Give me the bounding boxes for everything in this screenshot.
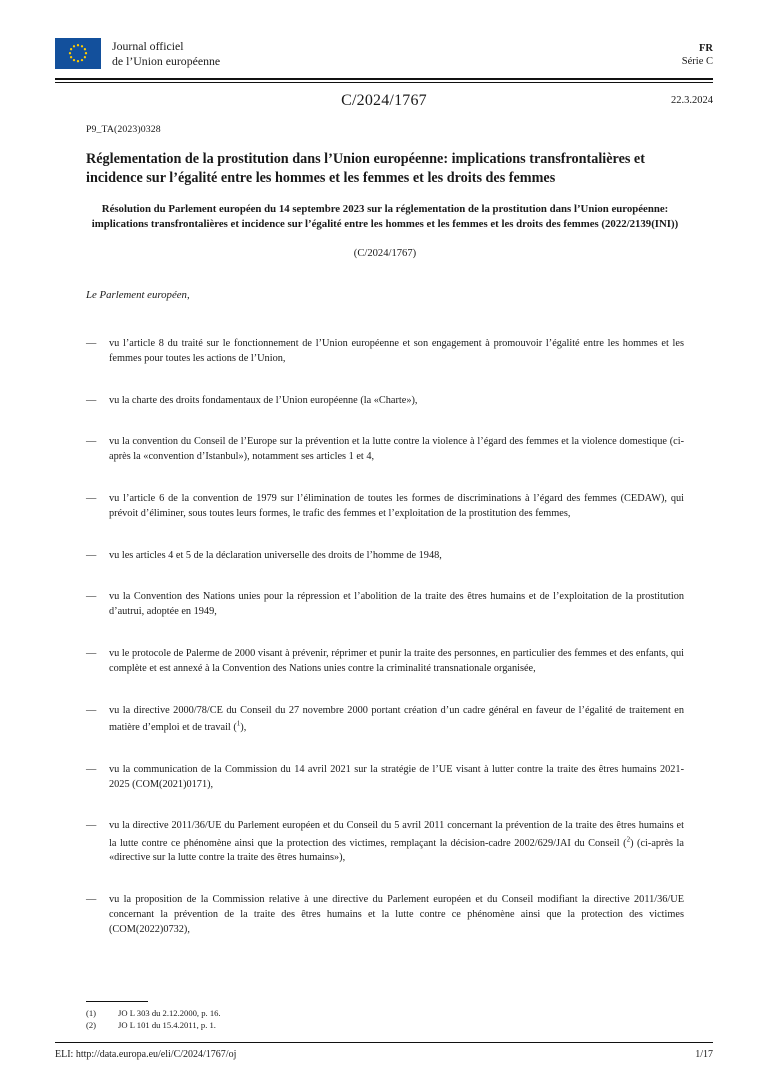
recital-text (109, 820, 684, 863)
journal-title-block (112, 38, 220, 69)
header-rule-thick (55, 78, 713, 80)
masthead-language-block (682, 38, 713, 69)
masthead (55, 38, 713, 74)
recital-text-before: vu la directive 2000/78/CE du Conseil du 27 novembre 2000 portant création d’un cadre général en faveur de l’égalité de traitement en matière d’emploi et de travail ( (109, 704, 684, 733)
footnote-separator (86, 1001, 148, 1002)
recital-text: vu la communication de la Commission du 14 avril 2021 sur la stratégie de l’UE visant à lutter contre la traite des êtres humains 2021-2025 (COM(2021)0171), (109, 763, 684, 790)
document-number-row (55, 92, 713, 114)
recital-dash: — (86, 763, 97, 775)
recital-text: vu la convention du Conseil de l’Europe sur la prévention et la lutte contre la violence à l’égard des femmes et la violence domestique (ci-après la «convention d’Istanbul»), notamment ses articles 1 et 4, (109, 436, 684, 463)
recital-dash: — (86, 591, 97, 603)
recital-item (86, 647, 684, 677)
recital-item (86, 763, 684, 793)
recital-item (86, 492, 684, 522)
eu-flag-icon (55, 38, 101, 69)
page-title: Réglementation de la prostitution dans l’Union européenne: implications transfrontalières et incidence sur l’égalité entre les hommes et les femmes et les droits des femmes (86, 151, 645, 187)
footnote-row (86, 1019, 684, 1031)
header-rule-thin (55, 82, 713, 83)
recital-text: vu la charte des droits fondamentaux de l’Union européenne (la «Charte»), (109, 394, 418, 406)
recital-dash: — (86, 648, 97, 660)
recital-dash: — (86, 337, 97, 349)
journal-title-line2: de l’Union européenne (112, 54, 221, 69)
footnote-row (86, 1007, 684, 1019)
recital-dash: — (86, 493, 97, 505)
recital-text: vu le protocole de Palerme de 2000 visant à prévenir, réprimer et punir la traite des personnes, en particulier des femmes et des enfants, qui complète et est annexé à la Convention des Nations unies contre la criminalité transnationale organisée, (109, 648, 684, 674)
footnotes-block (86, 1007, 684, 1031)
series-label: Série C (681, 56, 713, 68)
recital-item (86, 549, 684, 564)
footnote-mark: (1) (86, 1008, 97, 1018)
recital-dash: — (86, 549, 97, 561)
page-footer (55, 1049, 713, 1060)
recitals-list (86, 337, 684, 938)
recital-item (86, 394, 684, 409)
footer-rule (55, 1042, 713, 1043)
intro-line: Le Parlement européen, (86, 288, 190, 301)
footnote-text: JO L 303 du 2.12.2000, p. 16. (118, 1008, 221, 1018)
recital-dash: — (86, 436, 97, 448)
resolution-subtitle: Résolution du Parlement européen du 14 septembre 2023 sur la réglementation de la prostitution dans l’Union européenne: implications transfrontalières et incidence sur l’égalité entre les hommes et les femmes et les droits des femmes (2022/2139(INI)) (91, 203, 679, 230)
recital-text: vu l’article 8 du traité sur le fonctionnement de l’Union européenne et son engagement à promouvoir l’égalité entre les hommes et les femmes pour toutes les actions de l’Union, (109, 337, 684, 364)
recital-item (86, 893, 684, 937)
recital-item (86, 819, 684, 866)
recital-text-after: ) (ci-après la «directive sur la lutte contre la traite des êtres humains»), (109, 837, 684, 864)
publication-date: 22.3.2024 (671, 95, 713, 106)
footnote-mark: (2) (86, 1020, 97, 1031)
masthead-branding (55, 38, 220, 69)
document-content (86, 124, 684, 965)
recital-text: vu les articles 4 et 5 de la déclaration universelle des droits de l’homme de 1948, (109, 549, 442, 561)
recital-item (86, 435, 684, 465)
page-number: 1/17 (695, 1049, 713, 1060)
recital-text: vu l’article 6 de la convention de 1979 sur l’élimination de toutes les formes de discriminations à l’égard des femmes (CEDAW), qui prévoit d’éliminer, sous toutes leurs formes, le trafic des femmes et l’exploitation de la prostitution des femmes, (109, 493, 684, 519)
recital-dash: — (86, 894, 97, 906)
footnote-marker[interactable]: 2 (626, 835, 631, 844)
document-id: C/2024/1767 (341, 92, 427, 109)
recital-dash: — (86, 820, 97, 832)
ta-reference: P9_TA(2023)0328 (86, 124, 161, 135)
footnote-marker[interactable]: 1 (236, 719, 241, 728)
recital-text-before: vu la directive 2011/36/UE du Parlement européen et du Conseil du 5 avril 2011 concernant la prévention de la traite des êtres humains et la lutte contre ce phénomène ainsi que la protection des victimes, remplaçant la décision-cadre 2002/629/JAI du Conseil ( (109, 820, 684, 849)
language-code: FR (699, 43, 713, 54)
resolution-id: (C/2024/1767) (353, 247, 417, 259)
recital-item (86, 590, 684, 620)
recital-dash: — (86, 394, 97, 406)
eli-link[interactable]: ELI: http://data.europa.eu/eli/C/2024/1767/oj (55, 1049, 237, 1060)
recital-item (86, 337, 684, 367)
footnote-text: JO L 101 du 15.4.2011, p. 1. (118, 1020, 216, 1031)
recital-item (86, 704, 684, 736)
recital-text: vu la Convention des Nations unies pour la répression et l’abolition de la traite des êtres humains et de l’exploitation de la prostitution d’autrui, adoptée en 1949, (109, 591, 684, 618)
recital-dash: — (86, 704, 97, 716)
recital-text: vu la proposition de la Commission relative à une directive du Parlement européen et du Conseil modifiant la directive 2011/36/UE concernant la prévention de la traite des êtres humains et la lutte contre ce phénomène ainsi que la protection des victimes (COM(2022)0732), (109, 894, 684, 935)
journal-title-line1: Journal officiel (112, 39, 184, 53)
recital-text (109, 705, 684, 733)
recital-text-after: ), (240, 721, 247, 733)
